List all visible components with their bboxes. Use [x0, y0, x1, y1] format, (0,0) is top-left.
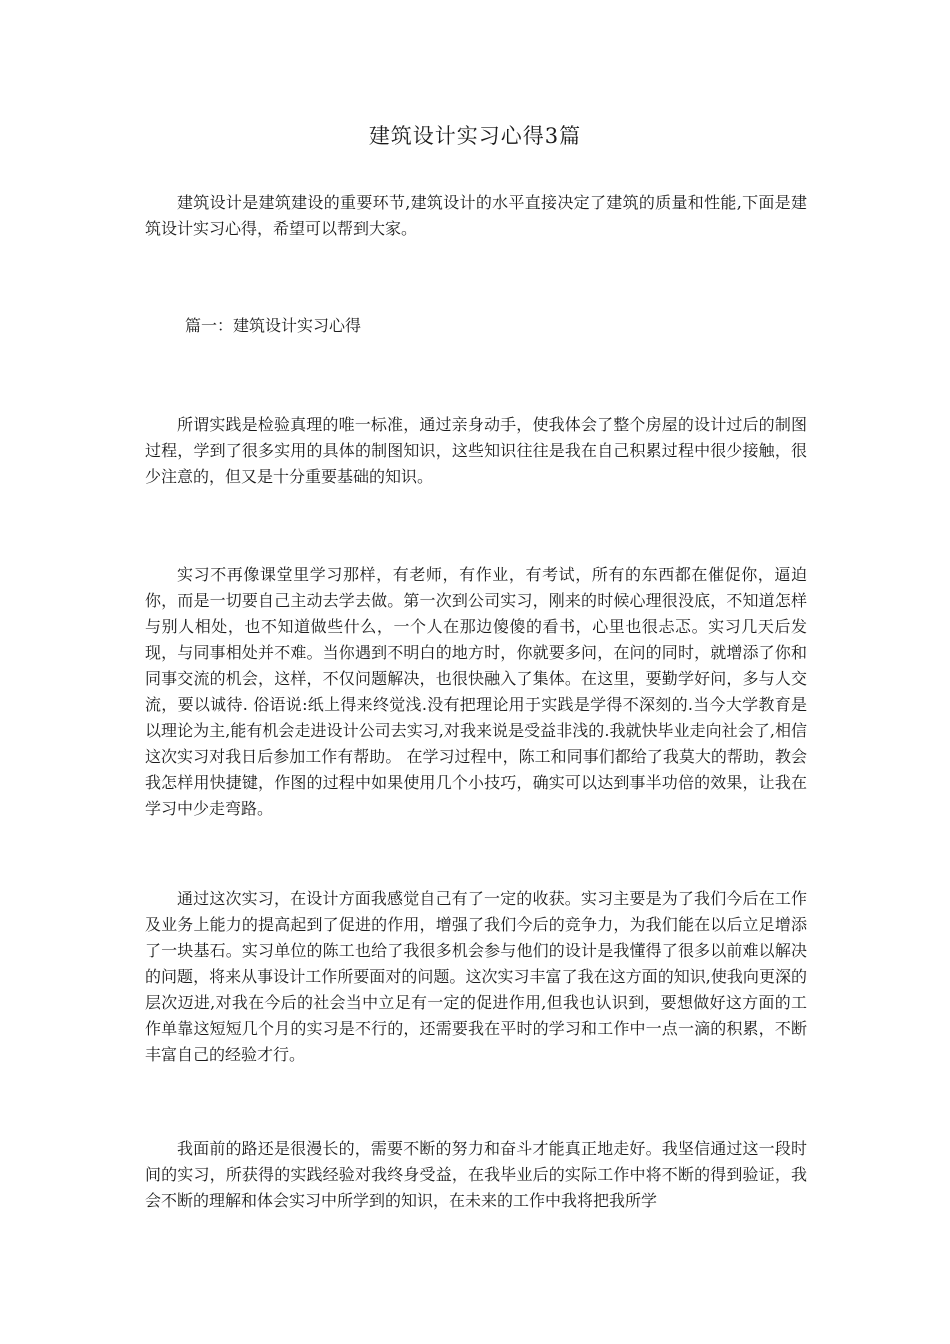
body-paragraph-4: 我面前的路还是很漫长的，需要不断的努力和奋斗才能真正地走好。我坚信通过这一段时间的实习，所获得的实践经验对我终身受益，在我毕业后的实际工作中将不断的得到验证，我会不断的理解和体会实习中所学到的知识，在未来的工作中我将把我所学 — [145, 1139, 807, 1210]
intro-paragraph: 建筑设计是建筑建设的重要环节,建筑设计的水平直接决定了建筑的质量和性能,下面是建筑设计实习心得，希望可以帮到大家。 — [145, 193, 807, 238]
body-paragraph-1: 所谓实践是检验真理的唯一标准，通过亲身动手，使我体会了整个房屋的设计过后的制图过程，学到了很多实用的具体的制图知识，这些知识往往是我在自己积累过程中很少接触，很少注意的，但又是十分重要基础的知识。 — [145, 415, 807, 486]
body-paragraph-3: 通过这次实习，在设计方面我感觉自己有了一定的收获。实习主要是为了我们今后在工作及业务上能力的提高起到了促进的作用，增强了我们今后的竞争力，为我们能在以后立足增添了一块基石。实习单位的陈工也给了我很多机会参与他们的设计是我懂得了很多以前难以解决的问题，将来从事设计工作所要面对的问题。这次实习丰富了我在这方面的知识,使我向更深的层次迈进,对我在今后的社会当中立足有一定的促进作用,但我也认识到，要想做好这方面的工作单靠这短短几个月的实习是不行的，还需要我在平时的学习和工作中一点一滴的积累，不断丰富自己的经验才行。 — [145, 889, 807, 1064]
body-paragraph-2: 实习不再像课堂里学习那样，有老师，有作业，有考试，所有的东西都在催促你，逼迫你，而是一切要自己主动去学去做。第一次到公司实习，刚来的时候心理很没底，不知道怎样与别人相处，也不知道做些什么，一个人在那边傻傻的看书，心里也很忐忑。实习几天后发现，与同事相处并不难。当你遇到不明白的地方时，你就要多问，在问的同时，就增添了你和同事交流的机会，这样，不仅问题解决，也很快融入了集体。在这里，要勤学好问，多与人交流，要以诚待. 俗语说:纸上得来终觉浅.没有把理论用于实践是学得不深刻的.当今大学教育是以理论为主,能有机会走进设计公司去实习,对我来说是受益非浅的.我就快毕业走向社会了,相信这次实习对我日后参加工作有帮助。 在学习过程中，陈工和同事们都给了我莫大的帮助，教会我怎样用快捷键，作图的过程中如果使用几个小技巧，确实可以达到事半功倍的效果，让我在学习中少走弯路。 — [145, 565, 807, 818]
document-title: 建筑设计实习心得3篇 — [368, 124, 582, 148]
section-heading: 篇一：建筑设计实习心得 — [185, 316, 362, 335]
